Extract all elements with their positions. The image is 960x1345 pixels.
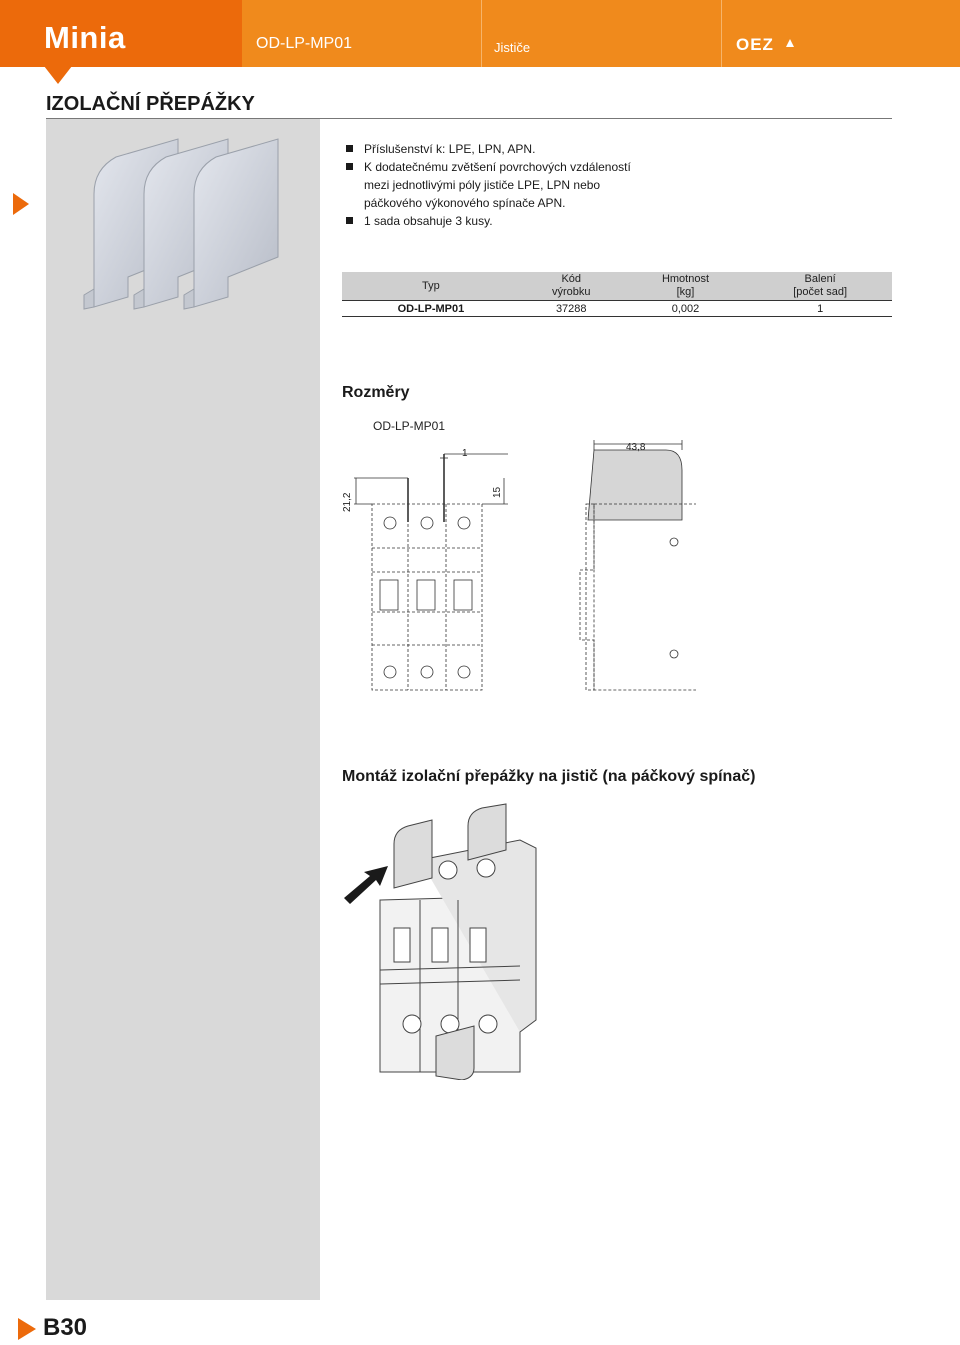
feature-item: Příslušenství k: LPE, LPN, APN. [346,140,646,158]
feature-item: 1 sada obsahuje 3 kusy. [346,212,646,230]
cell-pack: 1 [748,301,892,317]
product-photo [46,119,320,339]
left-panel [46,119,320,1300]
dimensions-product-code: OD-LP-MP01 [373,419,446,433]
cell-weight: 0,002 [623,301,749,317]
brand-name: Minia [44,20,126,55]
side-view-plate [588,450,682,520]
logo-triangle-icon [786,39,794,47]
section-marker-arrow-icon [13,193,29,215]
product-table [342,272,892,317]
separator-plate [436,1026,474,1080]
feature-item: K dodatečnému zvětšení povrchových vzdáleností mezi jednotlivými póly jističe LPE, LPN nebo páčkového výkonového spínače APN. [346,158,646,212]
dimension-drawing [336,440,696,705]
brand-notch [44,66,72,84]
feature-list [346,140,646,230]
dimensions-heading: Rozměry [342,384,410,401]
table-row [342,301,892,317]
column-header: Balení [počet sad] [748,272,892,301]
column-header: Kód výrobku [520,272,623,301]
page-title: IZOLAČNÍ PŘEPÁŽKY [46,93,255,115]
separator-plate [394,820,432,888]
page-marker-arrow-icon [18,1318,36,1340]
dim-label: 15 [492,486,503,498]
header-category: Jističe [494,40,531,55]
header-divider [481,0,482,67]
column-header: Typ [342,272,520,301]
dim-label: 43,8 [626,442,646,453]
mounting-illustration [336,800,556,1080]
insertion-arrow-icon [344,866,388,904]
separator-plate [468,804,506,860]
dim-label: 1 [462,448,468,459]
dim-label: 21,2 [342,492,353,512]
side-view-body [594,504,696,690]
header-product-code: OD-LP-MP01 [256,35,353,52]
cell-type: OD-LP-MP01 [342,301,520,317]
page-number: B30 [43,1314,88,1341]
oez-logo: OEZ [736,35,774,54]
front-view-outline [372,504,482,690]
cell-code: 37288 [520,301,623,317]
column-header: Hmotnost [kg] [623,272,749,301]
mounting-heading: Montáž izolační přepážky na jistič (na páčkový spínač) [342,768,756,785]
table-header-row [342,272,892,301]
header-divider [721,0,722,67]
